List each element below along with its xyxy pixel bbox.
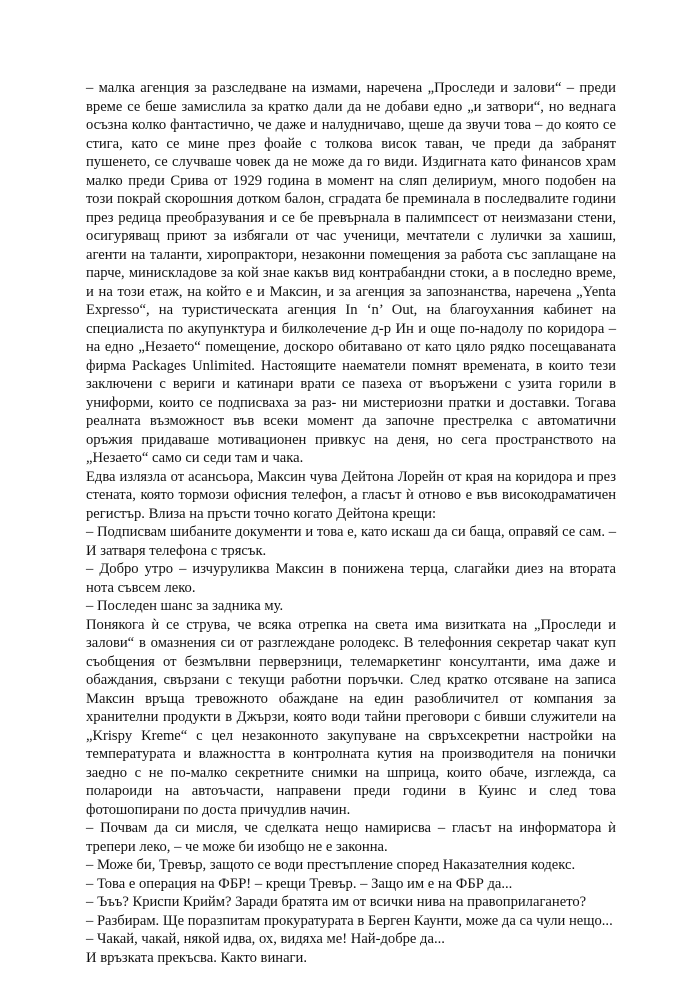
paragraph: И връзката прекъсва. Както винаги. (86, 949, 307, 966)
dialogue-line: – Ъъъ? Криспи Крийм? Заради братята им от всички нива на правоприлагането? (86, 894, 587, 910)
dialogue-line: – Добро утро – изчуруликва Максин в понижена терца, слагайки диез на втората нота съвсем леко. (86, 561, 616, 596)
paragraph: Едва излязла от асансьора, Максин чува Дейтона Лорейн от края на коридора и през стената, която тормози офисния телефон, а гласът ѝ отново е във високодраматичен регистър. Влиза на пръсти точно когато Дейтона крещи: (86, 468, 616, 522)
document-page (86, 79, 616, 967)
paragraph: Понякога ѝ се струва, че всяка отрепка на света има визитката на „Проследи и залови“ в омазнения си от разглеждане ролодекс. В телефонния секретар чакат куп съобщения от безмълвни перверзници, телемаркетинг консултанти, има даже и обаждания, свързани с текущи работни поръчки. След кратко отсяване на записа Максин връща тревожното обаждане на един разобличител от компания за хранителни продукти в Джързи, която води тайни преговори с бивши служители на „Krispy Kreme“ с цел незаконното закупуване на свръхсекретни настройки на температурата и влажността в контролната кутия на производителя на понички заедно с не по-малко секретните снимки на шприца, които обаче, изглежда, са полароиди на автоъчасти, направени преди години в Куинс и след това фотошопирани по доста причудлив начин. (86, 616, 616, 818)
dialogue-line: – Може би, Тревър, защото се води престъпление според Наказателния кодекс. (86, 857, 576, 873)
dialogue-line: – Подписвам шибаните документи и това е, като искаш да си баща, оправяй се сам. – И затваря телефона с трясък. (86, 524, 616, 559)
dialogue-line: – Почвам да си мисля, че сделката нещо намирисва – гласът на информатора ѝ трепери леко, – че може би изобщо не е законна. (86, 820, 616, 855)
dialogue-line: – Това е операция на ФБР! – крещи Тревър. – Защо им е на ФБР да... (86, 875, 513, 892)
dialogue-line: – Чакай, чакай, някой идва, ох, видяха ме! Най-добре да... (86, 931, 445, 947)
dialogue-line: – Разбирам. Ще поразпитам прокуратурата в Берген Каунти, може да са чули нещо... (86, 912, 613, 929)
paragraph: – малка агенция за разследване на измами, наречена „Проследи и залови“ – преди време се беше замислила за кратко дали да не добави едно „и затвори“, но веднага осъзна колко фантастично, че даже и налудничаво, щеше да звучи това – до която се стига, като се мине през фоайе с толкова висок таван, че преди да забранят пушенето, се случваше човек да не може да го види. Издигната като финансов храм малко преди Срива от 1929 година в момент на сляп делириум, много подобен на този покрай скорошния дотком балон, сградата бе преминала в последвалите години през редица преобразувания и се бе превърнала в палимпсест от неизмазани стени, осигуряващ приют за избягали от час ученици, мечтатели с лулички за хашиш, агенти на таланти, хиропрактори, незаконни помещения за работа със заплащане на парче, минискладове за кой знае какъв вид контрабандни стоки, а в последно време, и на този етаж, на който е и Максин, и за агенция за запознанства, наречена „Yenta Expresso“, на туристическата агенция In ‘n’ Out, на благоуханния кабинет на специалиста по акупунктура и билколечение д-р Ин и още по-надолу по коридора – на едно „Незаето“ помещение, доскоро обитавано от като цяло рядко посещаваната фирма Packages Unlimited. Настоящите наематели помнят времената, в които тези заключени с вериги и катинари врати се пазеха от въоръжени с узита горили в униформи, които се подписваха за раз- ни мистериозни пратки и доставки. Тогава реалната възможност във всеки момент да започне престрелка с автоматични оръжия придаваше мотивационен привкус на деня, но сега пространството на „Незаето“ само си седи там и чака. (86, 80, 616, 466)
dialogue-line: – Последен шанс за задника му. (86, 598, 284, 614)
